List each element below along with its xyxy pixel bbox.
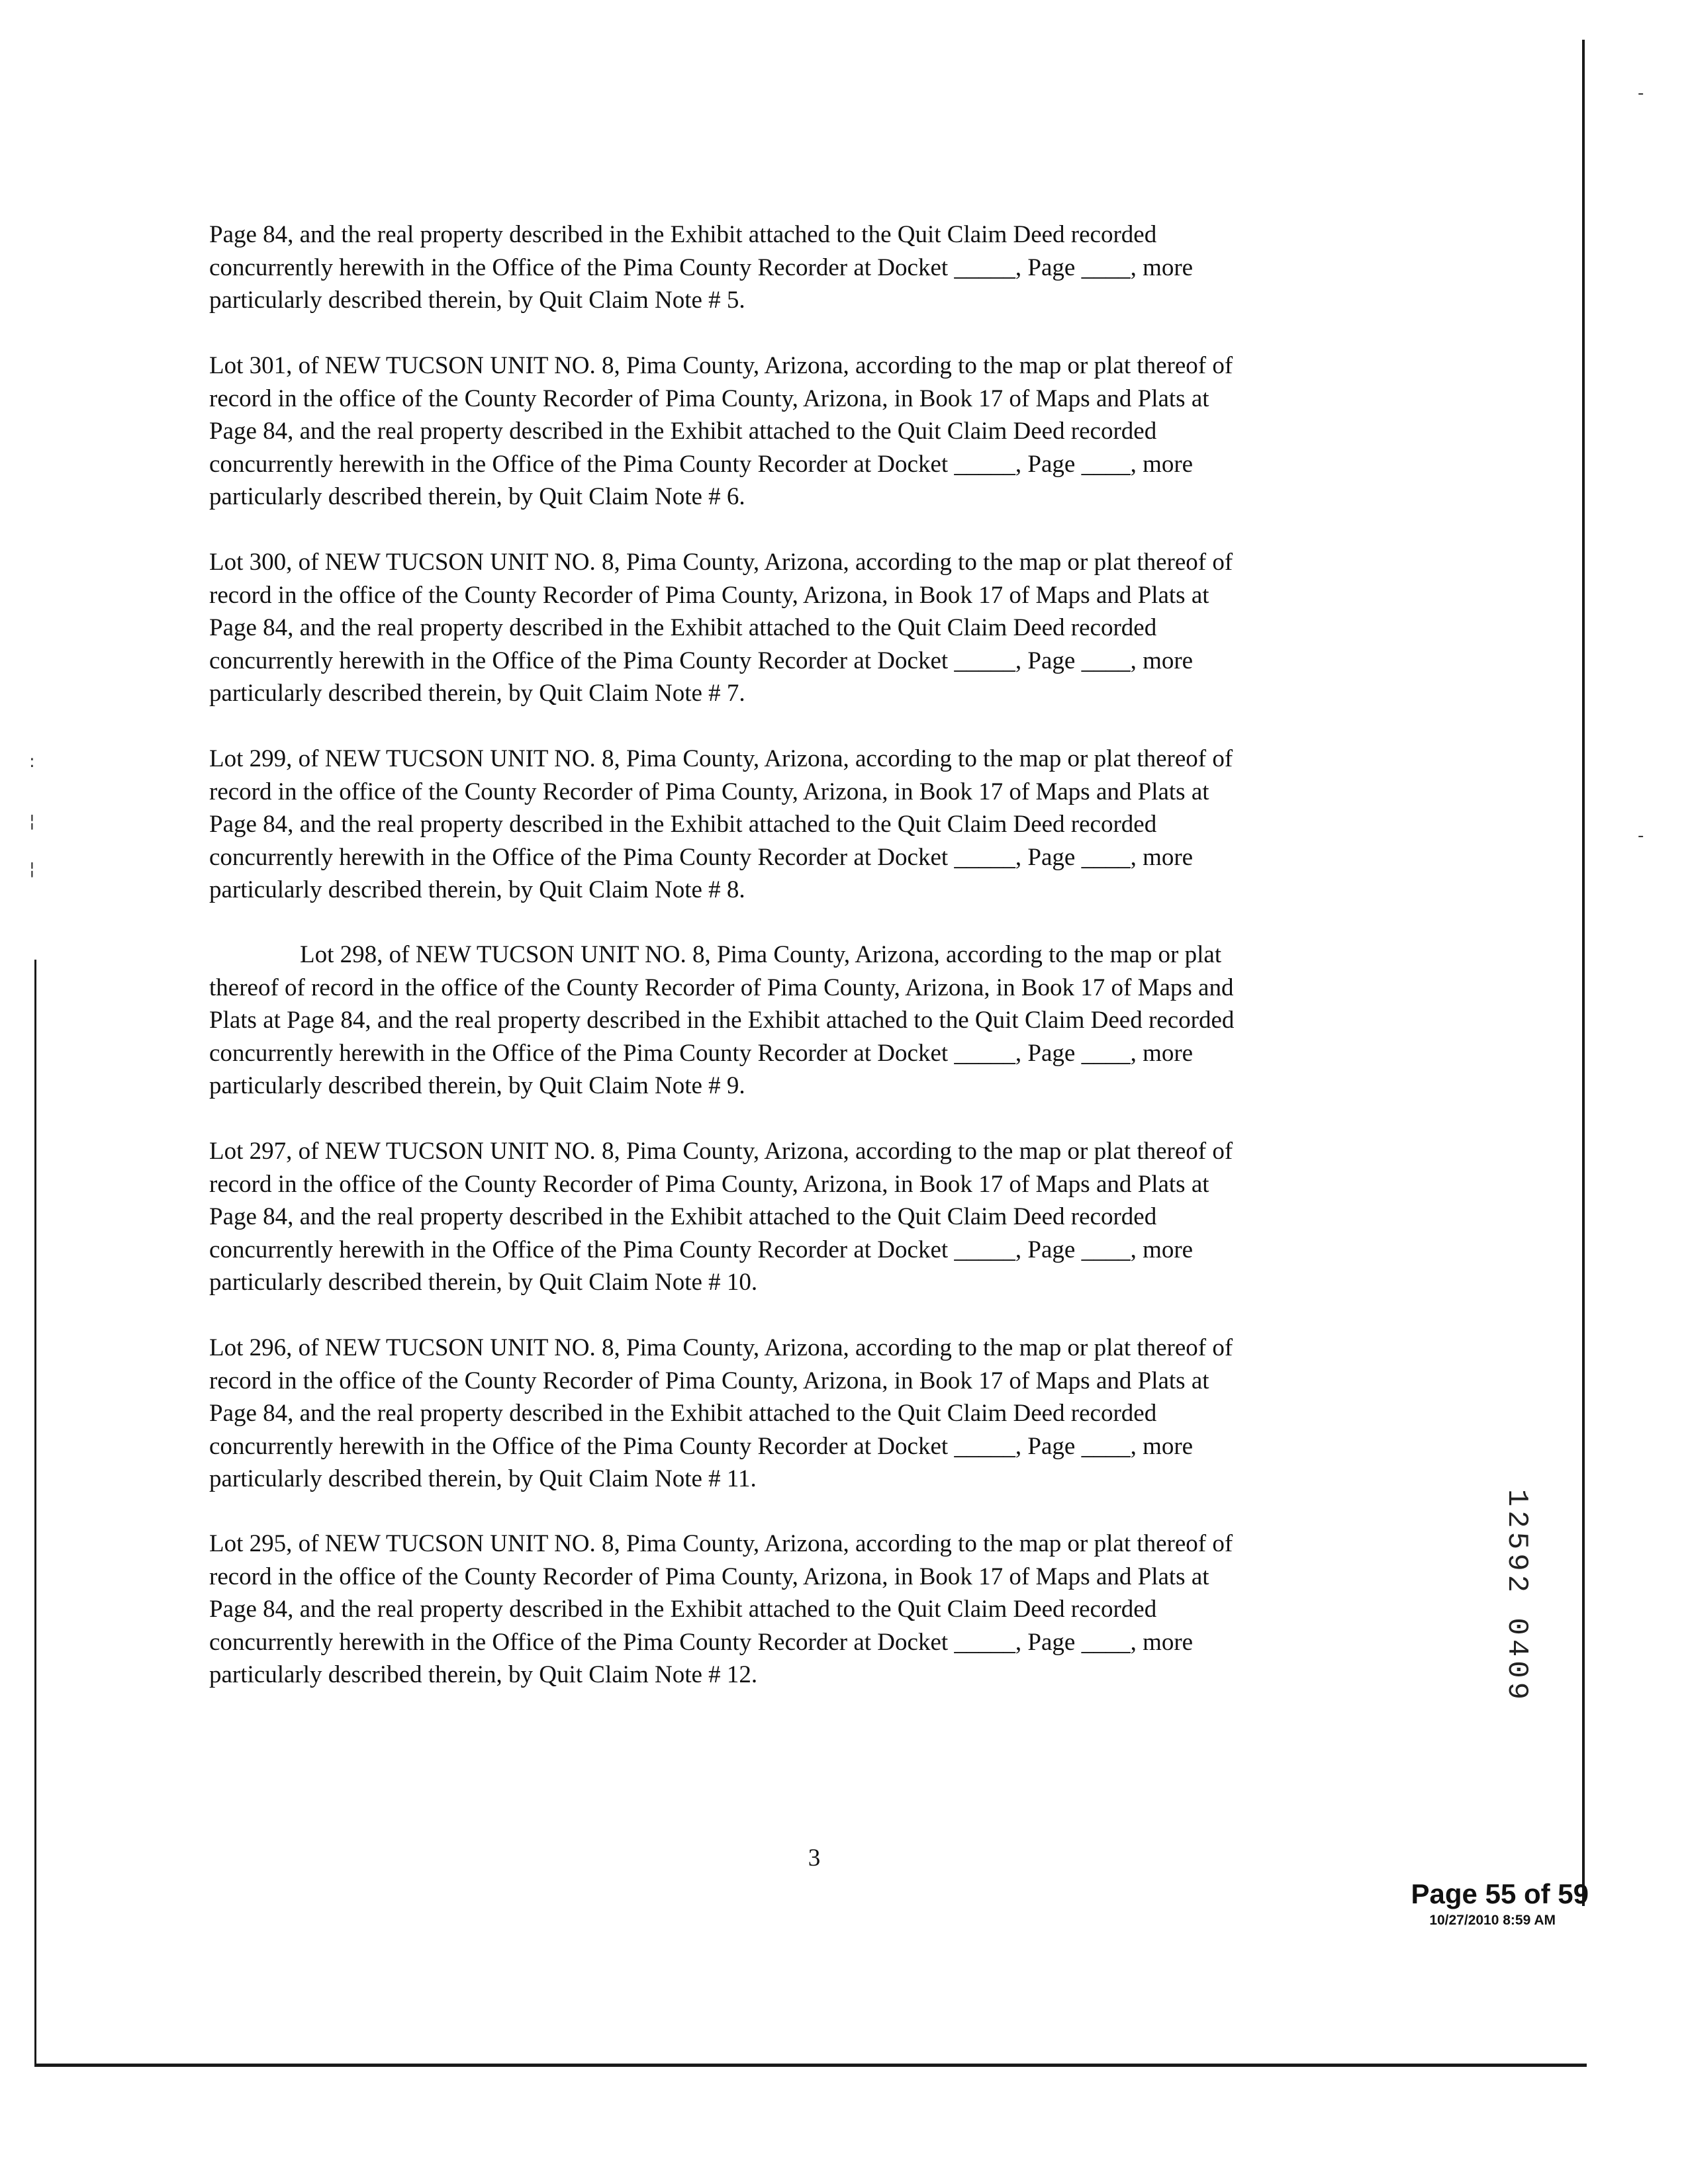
text-line: particularly described therein, by Quit Claim Note # 5.: [209, 287, 745, 314]
text-line: Lot 296, of NEW TUCSON UNIT NO. 8, Pima County, Arizona, according to the map or plat thereof of: [209, 1334, 1233, 1361]
text-line: record in the office of the County Recorder of Pima County, Arizona, in Book 17 of Maps and Plats at: [209, 385, 1209, 412]
text-line: record in the office of the County Recorder of Pima County, Arizona, in Book 17 of Maps and Plats at: [209, 581, 1209, 609]
scan-artifact: ¦: [29, 811, 35, 831]
text-line: concurrently herewith in the Office of the Pima County Recorder at Docket _____, Page ____, more: [209, 253, 1194, 281]
text-line: thereof of record in the office of the County Recorder of Pima County, Arizona, in Book 17 of Maps and: [209, 974, 1234, 1001]
text-line: record in the office of the County Recorder of Pima County, Arizona, in Book 17 of Maps and Plats at: [209, 1170, 1209, 1198]
scan-artifact: ¦: [29, 859, 35, 879]
legal-paragraph-lot-297: [209, 1135, 1374, 1299]
legal-paragraph-lot-301: [209, 349, 1374, 514]
text-line: Page 84, and the real property described in the Exhibit attached to the Quit Claim Deed recorded: [209, 811, 1157, 838]
text-line: concurrently herewith in the Office of the Pima County Recorder at Docket _____, Page ____, more: [209, 1628, 1194, 1656]
legal-paragraph-lot-296: [209, 1332, 1374, 1496]
legal-paragraph-lot-299: [209, 743, 1374, 907]
scan-artifact: -: [1638, 83, 1644, 103]
legal-paragraph-continuation: [209, 218, 1374, 317]
text-line: particularly described therein, by Quit Claim Note # 6.: [209, 483, 745, 510]
text-line: particularly described therein, by Quit Claim Note # 10.: [209, 1269, 758, 1296]
text-line: particularly described therein, by Quit Claim Note # 9.: [209, 1072, 745, 1099]
text-line: concurrently herewith in the Office of the Pima County Recorder at Docket _____, Page ____, more: [209, 647, 1194, 674]
page-number: 3: [808, 1844, 821, 1872]
text-line: record in the office of the County Recorder of Pima County, Arizona, in Book 17 of Maps and Plats at: [209, 778, 1209, 805]
text-line: Page 84, and the real property described in the Exhibit attached to the Quit Claim Deed recorded: [209, 418, 1157, 445]
text-line: Lot 298, of NEW TUCSON UNIT NO. 8, Pima County, Arizona, according to the map or plat: [300, 941, 1222, 968]
docket-number-stamp: [1501, 1489, 1541, 1754]
scan-artifact: :: [29, 752, 35, 772]
legal-paragraph-lot-300: [209, 546, 1374, 710]
scan-edge-bottom: [34, 2064, 1587, 2067]
text-line: Plats at Page 84, and the real property described in the Exhibit attached to the Quit Claim Deed recorded: [209, 1007, 1235, 1034]
text-line: particularly described therein, by Quit Claim Note # 11.: [209, 1465, 757, 1492]
recorder-datetime-stamp: 10/27/2010 8:59 AM: [1429, 1913, 1556, 1928]
text-line: particularly described therein, by Quit Claim Note # 12.: [209, 1661, 758, 1688]
text-line: concurrently herewith in the Office of the Pima County Recorder at Docket _____, Page ____, more: [209, 1039, 1194, 1067]
text-line: Page 84, and the real property described in the Exhibit attached to the Quit Claim Deed recorded: [209, 614, 1157, 641]
text-line: Lot 295, of NEW TUCSON UNIT NO. 8, Pima County, Arizona, according to the map or plat thereof of: [209, 1530, 1233, 1557]
text-line: record in the office of the County Recorder of Pima County, Arizona, in Book 17 of Maps and Plats at: [209, 1563, 1209, 1590]
text-line: Lot 300, of NEW TUCSON UNIT NO. 8, Pima County, Arizona, according to the map or plat thereof of: [209, 549, 1233, 576]
text-line: particularly described therein, by Quit Claim Note # 8.: [209, 876, 745, 903]
recorder-page-stamp: Page 55 of 59: [1411, 1878, 1589, 1909]
text-line: Page 84, and the real property described in the Exhibit attached to the Quit Claim Deed recorded: [209, 221, 1157, 248]
text-line: Lot 301, of NEW TUCSON UNIT NO. 8, Pima County, Arizona, according to the map or plat thereof of: [209, 352, 1233, 379]
text-line: concurrently herewith in the Office of the Pima County Recorder at Docket _____, Page ____, more: [209, 843, 1194, 871]
scan-edge-left: [34, 960, 36, 2065]
scan-edge-right: [1582, 40, 1585, 1906]
text-line: Lot 299, of NEW TUCSON UNIT NO. 8, Pima County, Arizona, according to the map or plat thereof of: [209, 745, 1233, 772]
scan-artifact: -: [1638, 826, 1644, 846]
text-line: Page 84, and the real property described in the Exhibit attached to the Quit Claim Deed recorded: [209, 1400, 1157, 1427]
text-line: concurrently herewith in the Office of the Pima County Recorder at Docket _____, Page ____, more: [209, 450, 1194, 478]
text-line: Page 84, and the real property described in the Exhibit attached to the Quit Claim Deed recorded: [209, 1596, 1157, 1623]
legal-paragraph-lot-298: [209, 938, 1374, 1103]
text-line: concurrently herewith in the Office of the Pima County Recorder at Docket _____, Page ____, more: [209, 1236, 1194, 1263]
text-line: Page 84, and the real property described in the Exhibit attached to the Quit Claim Deed recorded: [209, 1203, 1157, 1230]
text-line: record in the office of the County Recorder of Pima County, Arizona, in Book 17 of Maps and Plats at: [209, 1367, 1209, 1394]
docket-number-text: 12592 0409: [1500, 1489, 1533, 1704]
text-line: particularly described therein, by Quit Claim Note # 7.: [209, 680, 745, 707]
text-line: Lot 297, of NEW TUCSON UNIT NO. 8, Pima County, Arizona, according to the map or plat thereof of: [209, 1138, 1233, 1165]
legal-paragraph-lot-295: [209, 1527, 1374, 1692]
text-line: concurrently herewith in the Office of the Pima County Recorder at Docket _____, Page ____, more: [209, 1432, 1194, 1460]
